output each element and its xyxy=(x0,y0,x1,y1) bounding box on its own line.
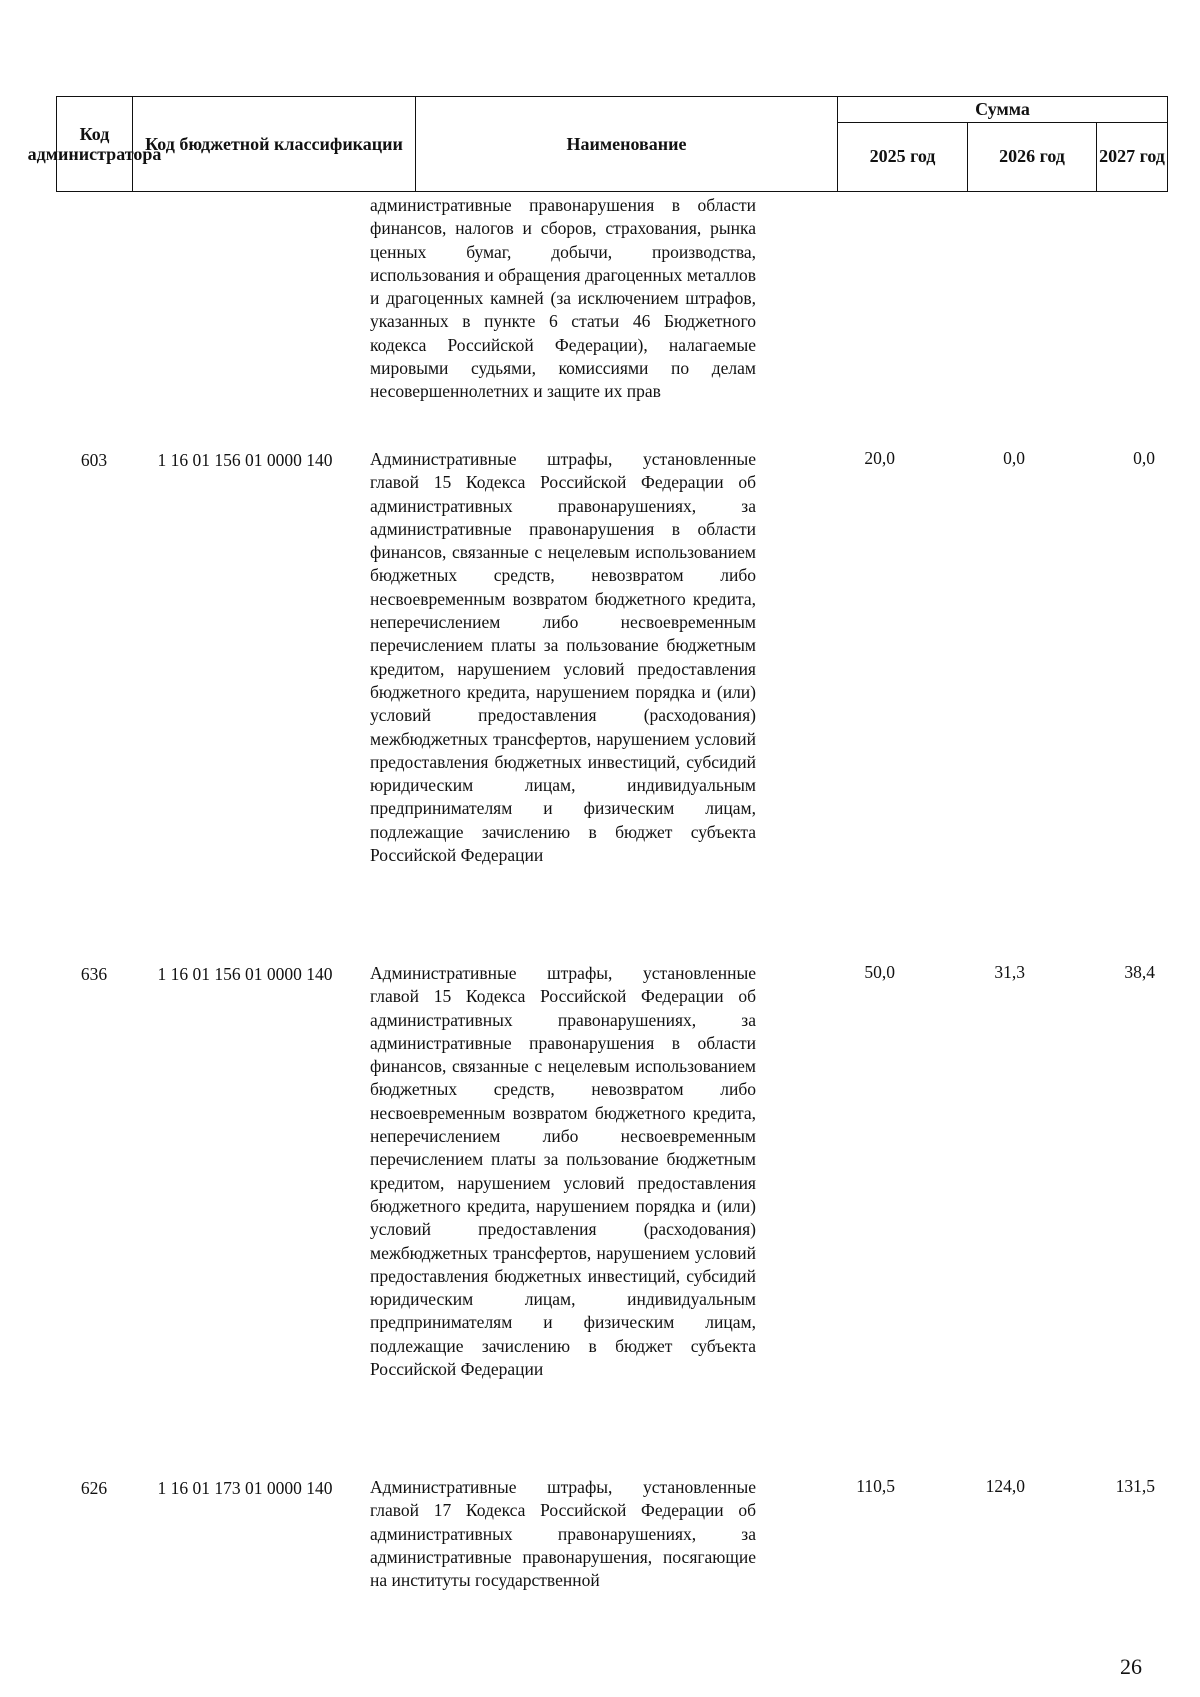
page-number: 26 xyxy=(1120,1654,1142,1679)
header-kbk: Код бюджетной классификации xyxy=(133,97,416,191)
row-admin-code: 626 xyxy=(80,1478,108,1498)
row-value-2025: 110,5 xyxy=(856,1476,895,1496)
row-value-2026: 124,0 xyxy=(985,1476,1025,1496)
row-kbk: 1 16 01 156 01 0000 140 xyxy=(157,450,333,470)
continuation-text: административные правонарушения в области финансов, налогов и сборов, страхования, рынка ценных бумаг, добычи, производства, использования и обращения драгоценных металлов и драгоценных камней (за исключением штрафов, указанных в пункте 6 статьи 46 Бюджетного кодекса Российской Федерации), налагаемые мировыми судьями, комиссиями по делам несовершеннолетних и защите их прав xyxy=(370,195,756,402)
header-year-2027: 2027 год xyxy=(1099,146,1165,166)
row-name: Административные штрафы, установленные главой 15 Кодекса Российской Федерации об административных правонарушениях, за административные правонарушения в области финансов, связанные с нецелевым использованием бюджетных средств, невозвратом либо несвоевременным возвратом бюджетного кредита, неперечислением либо несвоевременным перечислением платы за пользование бюджетным кредитом, нарушением условий предоставления бюджетного кредита, нарушением порядка и (или) условий предоставления (расходования) межбюджетных трансфертов, нарушением условий предоставления бюджетных инвестиций, субсидий юридическим лицам, индивидуальным предпринимателям и физическим лицам, подлежащие зачислению в бюджет субъекта Российской Федерации xyxy=(370,449,756,866)
row-value-2027: 131,5 xyxy=(1115,1476,1155,1496)
row-value-2025: 20,0 xyxy=(864,448,895,468)
row-value-2026: 0,0 xyxy=(1003,448,1025,468)
row-value-2025: 50,0 xyxy=(864,962,895,982)
header-year-2026: 2026 год xyxy=(968,122,1097,191)
header-year-2025: 2025 год xyxy=(838,122,968,191)
header-sum-group xyxy=(838,97,1167,191)
header-admin-code: Код администратора xyxy=(57,97,133,191)
header-name: Наименование xyxy=(416,97,838,191)
header-sum: Сумма xyxy=(838,97,1167,123)
row-kbk: 1 16 01 173 01 0000 140 xyxy=(157,1478,333,1498)
row-kbk: 1 16 01 156 01 0000 140 xyxy=(157,964,333,984)
row-admin-code: 603 xyxy=(80,450,108,470)
row-value-2027: 0,0 xyxy=(1133,448,1155,468)
row-name: Административные штрафы, установленные главой 17 Кодекса Российской Федерации об административных правонарушениях, за административные правонарушения, посягающие на институты государственной xyxy=(370,1477,756,1591)
table-header xyxy=(27,96,1168,192)
row-admin-code: 636 xyxy=(80,964,108,984)
row-value-2027: 38,4 xyxy=(1124,962,1155,982)
row-name: Административные штрафы, установленные главой 15 Кодекса Российской Федерации об административных правонарушениях, за административные правонарушения в области финансов, связанные с нецелевым использованием бюджетных средств, невозвратом либо несвоевременным возвратом бюджетного кредита, неперечислением либо несвоевременным перечислением платы за пользование бюджетным кредитом, нарушением условий предоставления бюджетного кредита, нарушением порядка и (или) условий предоставления (расходования) межбюджетных трансфертов, нарушением условий предоставления бюджетных инвестиций, субсидий юридическим лицам, индивидуальным предпринимателям и физическим лицам, подлежащие зачислению в бюджет субъекта Российской Федерации xyxy=(370,963,756,1380)
row-value-2026: 31,3 xyxy=(994,962,1025,982)
